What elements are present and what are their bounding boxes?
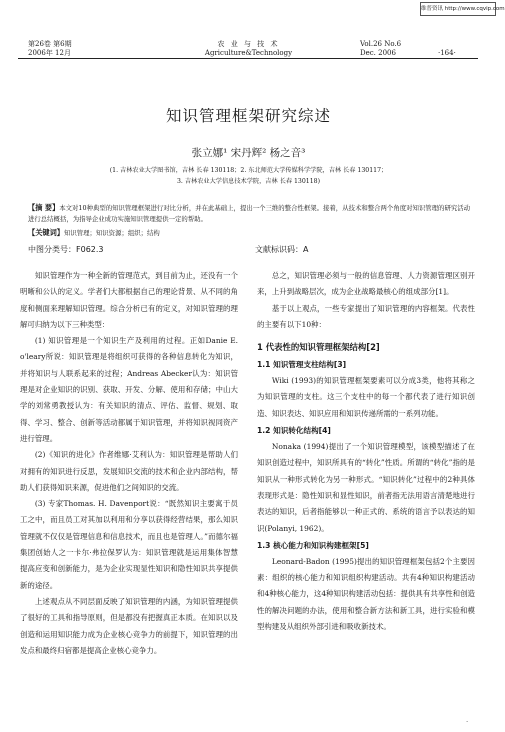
paragraph: 总之，知识管理必须与一般的信息管理、人力资源管理区别开来，上升到战略层次，成为企业战略最核心的组成部分[1]。 — [257, 271, 475, 297]
paragraph: Wiki (1993)的知识管理框架要素可以分成3类，他将其称之为知识管理的支柱。这三个支柱中的每一个都代表了进行知识创造、知识表达、知识应用和知识传递所需的一系列功能。 — [257, 376, 475, 418]
affiliation-line-2: 3. 吉林农业大学信息技术学院，吉林 长春 130118) — [176, 178, 321, 185]
subsection-heading: 1.3 核心能力和知识构建框架[5] — [257, 540, 369, 550]
subsection-heading: 1.1 知识管理支柱结构[3] — [257, 360, 347, 370]
paragraph: (1) 知识管理是一个知识生产及利用的过程。正如Danie E. o'leary所说：知识管理是将组织可获得的各种信息转化为知识，并将知识与人联系起来的过程；Andreas Abecker认为：知识管理是对企业知识的识别、获取、开发、分解、使用和存储；中山大学的刘常勇教授认为：有关知识的清点、评估、监督、规划、取得、学习、整合、创新等活动都属于知识管理，并将知识视同资产进行管理。 — [20, 336, 238, 443]
paragraph: 基于以上观点，一些专家提出了知识管理的内容框架。代表性的主要有以下10种： — [257, 303, 475, 329]
source-watermark: 维普资讯 http://www.cqvip.com — [420, 2, 496, 16]
issue-date: 2006年 12月 — [28, 49, 71, 57]
volume-number: Vol.26 No.6 — [360, 40, 402, 48]
paragraph: 上述观点从不同层面反映了知识管理的内涵，为知识管理提供了很好的工具和指导原则，但是都没有把握真正本质。在知识以及创造和运用知识能力成为企业核心竞争力的前提下，知识管理的出发点和最终归宿都是提高企业核心竞争力。 — [20, 596, 238, 655]
paragraph: (2)《知识的进化》作者维娜·艾利认为：知识管理是帮助人们对拥有的知识进行反思，发展知识交流的技术和企业内部结构，帮助人们获得知识来源，促进他们之间知识的交流。 — [20, 450, 238, 492]
abstract-text: 本文对10种典型的知识管理框架进行对比分析，并在此基础上，提出一个三维的整合性框架。接着，从技术和整合两个角度对知识管理的研究活动进行总结概括，为指导企业成功实施知识管理提供一定的帮助。 — [28, 204, 471, 223]
authors: 张立娜¹ 宋丹辉² 杨之音³ — [191, 147, 306, 159]
journal-name — [0, 40, 497, 58]
issue-number: 第26卷 第6期 — [28, 40, 72, 48]
issue-info-right — [360, 40, 401, 58]
keywords-label: 【关键词】 — [28, 228, 64, 237]
abstract-label: 【摘 要】 — [28, 203, 60, 212]
journal-name-cn: 农 业 与 技 术 — [217, 40, 280, 48]
paragraph: (3) 专家Thomas. H. Davenport说：“既然知识主要寓于员工之中，而且员工对其加以利用和分享以获得经营结果，那么知识管理就不仅仅是管理信息和信息技术，而且也是管理人。”而德尔福集团创始人之一卡尔·弗拉保罗认为：知识管理就是运用集体智慧提高应变和创新能力，是为企业实现显性知识和隐性知识共享提供新的途径。 — [20, 499, 238, 590]
paragraph: 知识管理作为一种全新的管理范式，到目前为止，还没有一个明晰和公认的定义。学者们大都根据自己的理论背景、从不同的角度和侧面来理解知识管理。综合分析已有的定义，对知识管理的理解可归纳为以下三种类型： — [20, 271, 238, 329]
header-rule — [18, 58, 478, 59]
page-number: ·164· — [438, 49, 456, 57]
body-right-column — [257, 268, 475, 635]
footer-mark: · — [466, 718, 469, 726]
keywords — [28, 228, 472, 238]
article-title: 知识管理框架研究综述 — [165, 107, 331, 125]
document-code: 文献标识码：A — [255, 245, 309, 254]
affiliation-line-1: (1. 吉林农业大学图书馆，吉林 长春 130118；2. 东北师范大学传媒科学学院，吉林 长春 130117； — [109, 167, 388, 174]
paragraph: Nonaka (1994)提出了一个知识管理模型，该模型描述了在知识创造过程中，知识所具有的“转化”性质。所谓的“转化”指的是知识从一种形式转化为另一种形式。“知识转化”过程中的2种具体表现形式是：隐性知识和显性知识，前者指无法用语言清楚地进行表达的知识，后者指能够以一种正式的、系统的语言予以表达的知识(Polanyi, 1962)。 — [257, 442, 475, 533]
body-left-column — [20, 268, 238, 659]
paragraph: Leonard-Badon (1995)提出的知识管理框架包括2个主要因素：组织的核心能力和知识组织构建活动。共有4种知识构建活动和4种核心能力，这4种知识构建活动包括：提供具有共享性和创造性的解决问题的办法，使用和整合新方法和新工具，进行实验和模型构建及从组织外部引进和吸收新技术。 — [257, 556, 475, 632]
section-heading: 1 代表性的知识管理框架结构[2] — [257, 342, 380, 353]
issue-date-en: Dec. 2006 — [360, 49, 396, 57]
keywords-text: 知识管理；知识资源；组织；结构 — [63, 229, 160, 237]
clc-number: 中图分类号：F062.3 — [28, 245, 104, 254]
subsection-heading: 1.2 知识转化结构[4] — [257, 426, 331, 436]
journal-name-en: Agriculture&Technology — [204, 49, 293, 57]
abstract — [28, 202, 472, 225]
